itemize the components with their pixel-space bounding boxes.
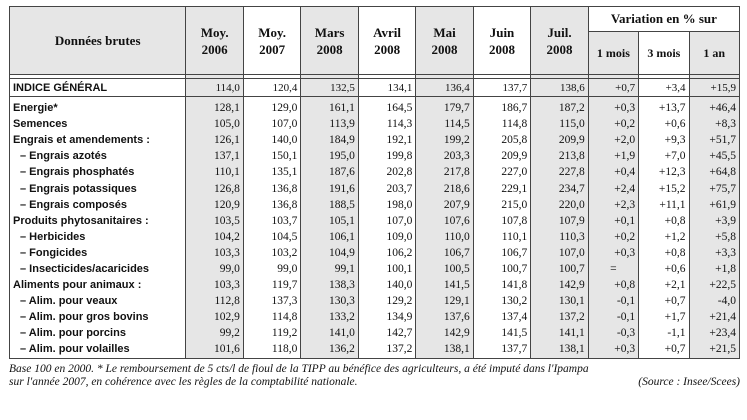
table-body (10, 75, 740, 359)
cell-variation: +61,9 (689, 197, 739, 213)
table-row (10, 197, 740, 213)
cell-value: 198,0 (358, 197, 415, 213)
cell-value: 188,5 (301, 197, 358, 213)
table-row (10, 180, 740, 196)
cell-variation: +2,0 (588, 132, 638, 148)
row-label: Energie* (10, 100, 186, 116)
table-row (10, 277, 740, 293)
general-index-row (10, 79, 740, 97)
cell-value: 141,1 (531, 325, 588, 341)
cell-value: 100,5 (416, 261, 473, 277)
cell-value: 104,5 (243, 229, 300, 245)
cell-variation: +1,2 (639, 229, 689, 245)
cell-value: 100,1 (358, 261, 415, 277)
cell-variation: +0,4 (588, 164, 638, 180)
header-month: Moy. 2007 (243, 7, 300, 75)
price-index-table (9, 6, 740, 359)
footnote-line2: sur l'année 2007, en cohérence avec les règles de la comptabilité nationale. (9, 375, 358, 388)
cell-variation: +0,8 (588, 277, 638, 293)
header-month: Moy. 2006 (186, 7, 243, 75)
cell-value: 107,0 (358, 213, 415, 229)
cell-value: 187,6 (301, 164, 358, 180)
row-label: – Alim. pour gros bovins (10, 309, 186, 325)
cell-value: 130,3 (301, 293, 358, 309)
cell-value: 107,6 (416, 213, 473, 229)
header-month: Juil. 2008 (531, 7, 588, 75)
cell-value: 128,1 (186, 100, 243, 116)
row-label: – Herbicides (10, 229, 186, 245)
header-var-1-year: 1 an (689, 32, 739, 75)
cell-variation: +0,2 (588, 229, 638, 245)
cell-value: 184,9 (301, 132, 358, 148)
cell-value: 110,0 (416, 229, 473, 245)
cell-variation: +21,5 (689, 341, 739, 358)
cell-value: 138,6 (531, 79, 588, 97)
cell-value: 141,5 (473, 325, 530, 341)
cell-value: 136,2 (301, 341, 358, 358)
cell-variation: +15,9 (689, 79, 739, 97)
cell-value: 142,9 (416, 325, 473, 341)
cell-value: 138,3 (301, 277, 358, 293)
cell-value: 107,0 (531, 245, 588, 261)
cell-value: 114,0 (186, 79, 243, 97)
cell-value: 164,5 (358, 100, 415, 116)
cell-value: 129,1 (416, 293, 473, 309)
cell-value: 120,9 (186, 197, 243, 213)
table-row (10, 341, 740, 358)
cell-variation: +1,9 (588, 148, 638, 164)
row-label: Aliments pour animaux : (10, 277, 186, 293)
cell-value: 114,8 (243, 309, 300, 325)
cell-value: 215,0 (473, 197, 530, 213)
cell-value: 132,5 (301, 79, 358, 97)
cell-value: 136,8 (243, 180, 300, 196)
table-row (10, 100, 740, 116)
cell-variation: +3,9 (689, 213, 739, 229)
cell-variation: +22,5 (689, 277, 739, 293)
cell-value: 104,2 (186, 229, 243, 245)
cell-value: 213,8 (531, 148, 588, 164)
cell-value: 203,7 (358, 180, 415, 196)
cell-value: 192,1 (358, 132, 415, 148)
cell-value: 130,2 (473, 293, 530, 309)
cell-variation: +0,2 (588, 116, 638, 132)
cell-value: 234,7 (531, 180, 588, 196)
cell-value: 110,3 (531, 229, 588, 245)
cell-variation: +21,4 (689, 309, 739, 325)
cell-value: 191,6 (301, 180, 358, 196)
cell-variation: -0,1 (588, 309, 638, 325)
cell-value: 137,4 (473, 309, 530, 325)
cell-variation: +46,4 (689, 100, 739, 116)
cell-value: 118,0 (243, 341, 300, 358)
cell-value: 179,7 (416, 100, 473, 116)
footnote-source: (Source : Insee/Scees) (638, 375, 740, 388)
cell-value: 100,7 (473, 261, 530, 277)
cell-value: 134,1 (358, 79, 415, 97)
cell-value: 105,1 (301, 213, 358, 229)
cell-variation: +11,1 (639, 197, 689, 213)
cell-value: 114,8 (473, 116, 530, 132)
cell-value: 110,1 (186, 164, 243, 180)
row-label: – Alim. pour volailles (10, 341, 186, 358)
footnote (9, 363, 740, 389)
table-row (10, 293, 740, 309)
cell-value: 106,1 (301, 229, 358, 245)
cell-value: 137,2 (531, 309, 588, 325)
header-var-1-month: 1 mois (588, 32, 638, 75)
cell-value: 141,0 (301, 325, 358, 341)
cell-variation: +0,8 (639, 245, 689, 261)
cell-variation: +9,3 (639, 132, 689, 148)
cell-value: 106,7 (416, 245, 473, 261)
cell-value: 203,3 (416, 148, 473, 164)
table-row (10, 309, 740, 325)
cell-value: 99,2 (186, 325, 243, 341)
cell-value: 120,4 (243, 79, 300, 97)
header-month: Mai 2008 (416, 7, 473, 75)
table-row (10, 132, 740, 148)
cell-value: 126,1 (186, 132, 243, 148)
cell-value: 137,3 (243, 293, 300, 309)
cell-value: 99,0 (243, 261, 300, 277)
cell-variation: +15,2 (639, 180, 689, 196)
table-row (10, 261, 740, 277)
cell-value: 114,3 (358, 116, 415, 132)
cell-value: 107,9 (531, 213, 588, 229)
cell-value: 202,8 (358, 164, 415, 180)
table-row (10, 325, 740, 341)
cell-value: 107,8 (473, 213, 530, 229)
row-label: – Engrais azotés (10, 148, 186, 164)
cell-value: 130,1 (531, 293, 588, 309)
cell-value: 101,6 (186, 341, 243, 358)
cell-value: 186,7 (473, 100, 530, 116)
cell-variation: +3,4 (639, 79, 689, 97)
cell-value: 106,7 (473, 245, 530, 261)
cell-value: 140,0 (243, 132, 300, 148)
cell-value: 129,0 (243, 100, 300, 116)
cell-value: 115,0 (531, 116, 588, 132)
row-label: – Fongicides (10, 245, 186, 261)
table-row (10, 164, 740, 180)
cell-value: 109,0 (358, 229, 415, 245)
cell-value: 142,9 (531, 277, 588, 293)
cell-value: 119,2 (243, 325, 300, 341)
cell-value: 137,7 (473, 341, 530, 358)
cell-value: 195,0 (301, 148, 358, 164)
cell-value: 126,8 (186, 180, 243, 196)
cell-variation: +2,3 (588, 197, 638, 213)
cell-value: 103,7 (243, 213, 300, 229)
cell-variation: +13,7 (639, 100, 689, 116)
row-label: INDICE GÉNÉRAL (10, 79, 186, 97)
cell-value: 141,5 (416, 277, 473, 293)
row-label: Semences (10, 116, 186, 132)
cell-value: 107,0 (243, 116, 300, 132)
cell-variation: +2,1 (639, 277, 689, 293)
cell-value: 100,7 (531, 261, 588, 277)
cell-variation: +12,3 (639, 164, 689, 180)
cell-value: 136,4 (416, 79, 473, 97)
row-label: Engrais et amendements : (10, 132, 186, 148)
cell-value: 199,2 (416, 132, 473, 148)
cell-value: 133,2 (301, 309, 358, 325)
cell-value: 137,7 (473, 79, 530, 97)
cell-value: 103,3 (186, 277, 243, 293)
row-label: – Insecticides/acaricides (10, 261, 186, 277)
table-row (10, 245, 740, 261)
cell-variation: -0,1 (588, 293, 638, 309)
cell-variation: +0,6 (639, 116, 689, 132)
cell-value: 137,6 (416, 309, 473, 325)
cell-value: 227,0 (473, 164, 530, 180)
cell-value: 209,9 (473, 148, 530, 164)
table-row (10, 229, 740, 245)
cell-variation: +23,4 (689, 325, 739, 341)
cell-variation: +0,3 (588, 245, 638, 261)
cell-value: 229,1 (473, 180, 530, 196)
cell-value: 135,1 (243, 164, 300, 180)
cell-value: 217,8 (416, 164, 473, 180)
cell-value: 150,1 (243, 148, 300, 164)
cell-variation: +0,3 (588, 341, 638, 358)
cell-variation: +5,8 (689, 229, 739, 245)
cell-variation: +64,8 (689, 164, 739, 180)
cell-variation: +0,8 (639, 213, 689, 229)
cell-variation: +75,7 (689, 180, 739, 196)
cell-value: 102,9 (186, 309, 243, 325)
cell-variation: -1,1 (639, 325, 689, 341)
row-label: – Alim. pour veaux (10, 293, 186, 309)
cell-value: 137,1 (186, 148, 243, 164)
cell-value: 205,8 (473, 132, 530, 148)
cell-value: 141,8 (473, 277, 530, 293)
cell-variation: +1,7 (639, 309, 689, 325)
header-month: Mars 2008 (301, 7, 358, 75)
cell-variation: +7,0 (639, 148, 689, 164)
cell-value: 106,2 (358, 245, 415, 261)
cell-variation: +0,7 (639, 293, 689, 309)
cell-variation: -0,3 (588, 325, 638, 341)
cell-variation: +51,7 (689, 132, 739, 148)
table-row (10, 148, 740, 164)
row-label: – Alim. pour porcins (10, 325, 186, 341)
cell-value: 220,0 (531, 197, 588, 213)
cell-value: 103,2 (243, 245, 300, 261)
header-month: Avril 2008 (358, 7, 415, 75)
cell-variation: = (588, 261, 638, 277)
cell-value: 119,7 (243, 277, 300, 293)
cell-value: 113,9 (301, 116, 358, 132)
cell-value: 104,9 (301, 245, 358, 261)
cell-variation: +0,3 (588, 100, 638, 116)
cell-variation: +2,4 (588, 180, 638, 196)
cell-value: 207,9 (416, 197, 473, 213)
row-label: – Engrais composés (10, 197, 186, 213)
cell-value: 103,3 (186, 245, 243, 261)
table-row (10, 213, 740, 229)
cell-value: 129,2 (358, 293, 415, 309)
header-month: Juin 2008 (473, 7, 530, 75)
table-header (10, 7, 740, 75)
cell-value: 161,1 (301, 100, 358, 116)
cell-value: 136,8 (243, 197, 300, 213)
cell-value: 137,2 (358, 341, 415, 358)
cell-value: 227,8 (531, 164, 588, 180)
cell-value: 134,9 (358, 309, 415, 325)
cell-value: 187,2 (531, 100, 588, 116)
cell-value: 99,1 (301, 261, 358, 277)
row-label: – Engrais potassiques (10, 180, 186, 196)
cell-value: 105,0 (186, 116, 243, 132)
cell-value: 114,5 (416, 116, 473, 132)
price-index-table-container (9, 6, 740, 389)
cell-value: 112,8 (186, 293, 243, 309)
cell-variation: +0,1 (588, 213, 638, 229)
cell-variation: +0,6 (639, 261, 689, 277)
row-label: Produits phytosanitaires : (10, 213, 186, 229)
cell-variation: -4,0 (689, 293, 739, 309)
cell-variation: +45,5 (689, 148, 739, 164)
cell-variation: +8,3 (689, 116, 739, 132)
cell-value: 110,1 (473, 229, 530, 245)
cell-variation: +3,3 (689, 245, 739, 261)
cell-value: 138,1 (531, 341, 588, 358)
cell-value: 199,8 (358, 148, 415, 164)
cell-variation: +0,7 (588, 79, 638, 97)
header-variation: Variation en % sur (588, 7, 739, 32)
cell-variation: +0,7 (639, 341, 689, 358)
cell-variation: +1,8 (689, 261, 739, 277)
cell-value: 138,1 (416, 341, 473, 358)
cell-value: 142,7 (358, 325, 415, 341)
header-label: Données brutes (10, 7, 186, 75)
row-label: – Engrais phosphatés (10, 164, 186, 180)
cell-value: 99,0 (186, 261, 243, 277)
cell-value: 209,9 (531, 132, 588, 148)
cell-value: 140,0 (358, 277, 415, 293)
cell-value: 103,5 (186, 213, 243, 229)
cell-value: 218,6 (416, 180, 473, 196)
table-row (10, 116, 740, 132)
header-var-3-months: 3 mois (639, 32, 689, 75)
footnote-line1: Base 100 en 2000. * Le remboursement de 5 cts/l de fioul de la TIPP au bénéfice des agriculteurs, a été imputé dans l'Ipampa (9, 362, 589, 375)
